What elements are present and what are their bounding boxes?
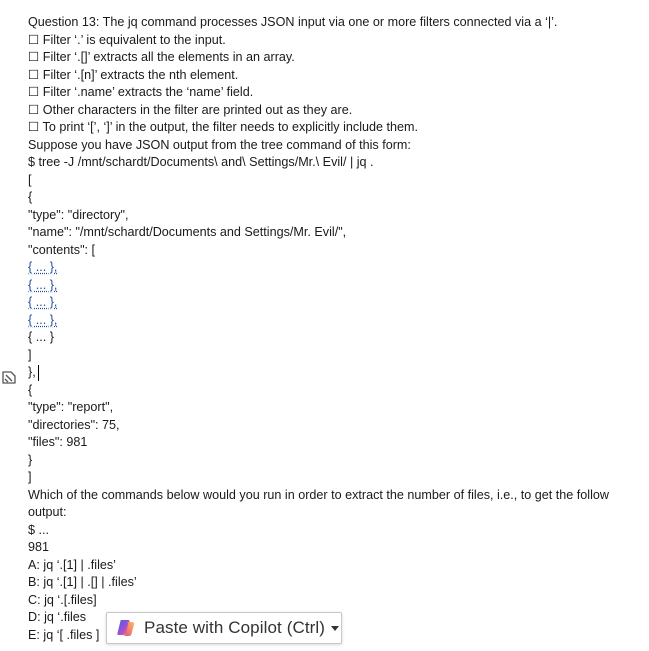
paste-with-copilot-label: Paste with Copilot (Ctrl) [144, 618, 326, 637]
json-collapsed-item: { ... }, [28, 295, 58, 309]
paste-with-copilot-button[interactable] [106, 612, 342, 644]
json-line: }, [28, 365, 36, 379]
json-line: "type": "report", [28, 400, 114, 414]
answer-option-b: B: jq ‘.[1] | .[] | .files’ [28, 575, 137, 589]
output-line: 981 [28, 540, 50, 554]
question-title: Question 13: The jq command processes JSON input via one or more filters connected via a ‘|’. [28, 15, 558, 29]
json-line: ] [28, 348, 32, 362]
json-line: "directories": 75, [28, 418, 120, 432]
paragraph-line: output: [28, 505, 67, 519]
json-line: [ [28, 173, 32, 187]
json-line: ] [28, 470, 32, 484]
answer-option-a: A: jq ‘.[1] | .files’ [28, 558, 116, 572]
json-collapsed-item: { ... }, [28, 313, 58, 327]
answer-option-d: D: jq ‘.files [28, 610, 87, 624]
copilot-draft-icon[interactable] [0, 368, 18, 386]
paragraph-line: Suppose you have JSON output from the tree command of this form: [28, 138, 411, 152]
command-line: $ tree -J /mnt/schardt/Documents\ and\ Settings/Mr.\ Evil/ | jq . [28, 155, 374, 169]
chevron-down-icon[interactable] [331, 626, 339, 631]
bullet-line: ☐ To print ‘[’, ‘]’ in the output, the filter needs to explicitly include them. [28, 120, 418, 134]
command-line: $ ... [28, 523, 49, 537]
question-prompt: Which of the commands below would you run in order to extract the number of files, i.e., to get the follow [28, 488, 610, 502]
json-line: { [28, 190, 33, 204]
bullet-line: ☐ Other characters in the filter are printed out as they are. [28, 103, 353, 117]
json-collapsed-item: { ... }, [28, 260, 58, 274]
bullet-line: ☐ Filter ‘.’ is equivalent to the input. [28, 33, 226, 47]
bullet-line: ☐ Filter ‘.[n]’ extracts the nth element. [28, 68, 239, 82]
answer-option-c: C: jq ‘.[.files] [28, 593, 97, 607]
answer-option-e: E: jq ‘[ .files ] [28, 628, 100, 642]
json-line: "type": "directory", [28, 208, 129, 222]
json-line: { [28, 383, 33, 397]
json-line: } [28, 453, 33, 467]
text-cursor [38, 365, 39, 381]
json-collapsed-item: { ... } [28, 330, 54, 344]
copilot-icon [115, 617, 137, 639]
json-line: "name": "/mnt/schardt/Documents and Settings/Mr. Evil/", [28, 225, 347, 239]
json-collapsed-item: { ... }, [28, 278, 58, 292]
bullet-line: ☐ Filter ‘.name’ extracts the ‘name’ field. [28, 85, 254, 99]
bullet-line: ☐ Filter ‘.[]’ extracts all the elements in an array. [28, 50, 295, 64]
json-line: "files": 981 [28, 435, 88, 449]
json-line: "contents": [ [28, 243, 96, 257]
